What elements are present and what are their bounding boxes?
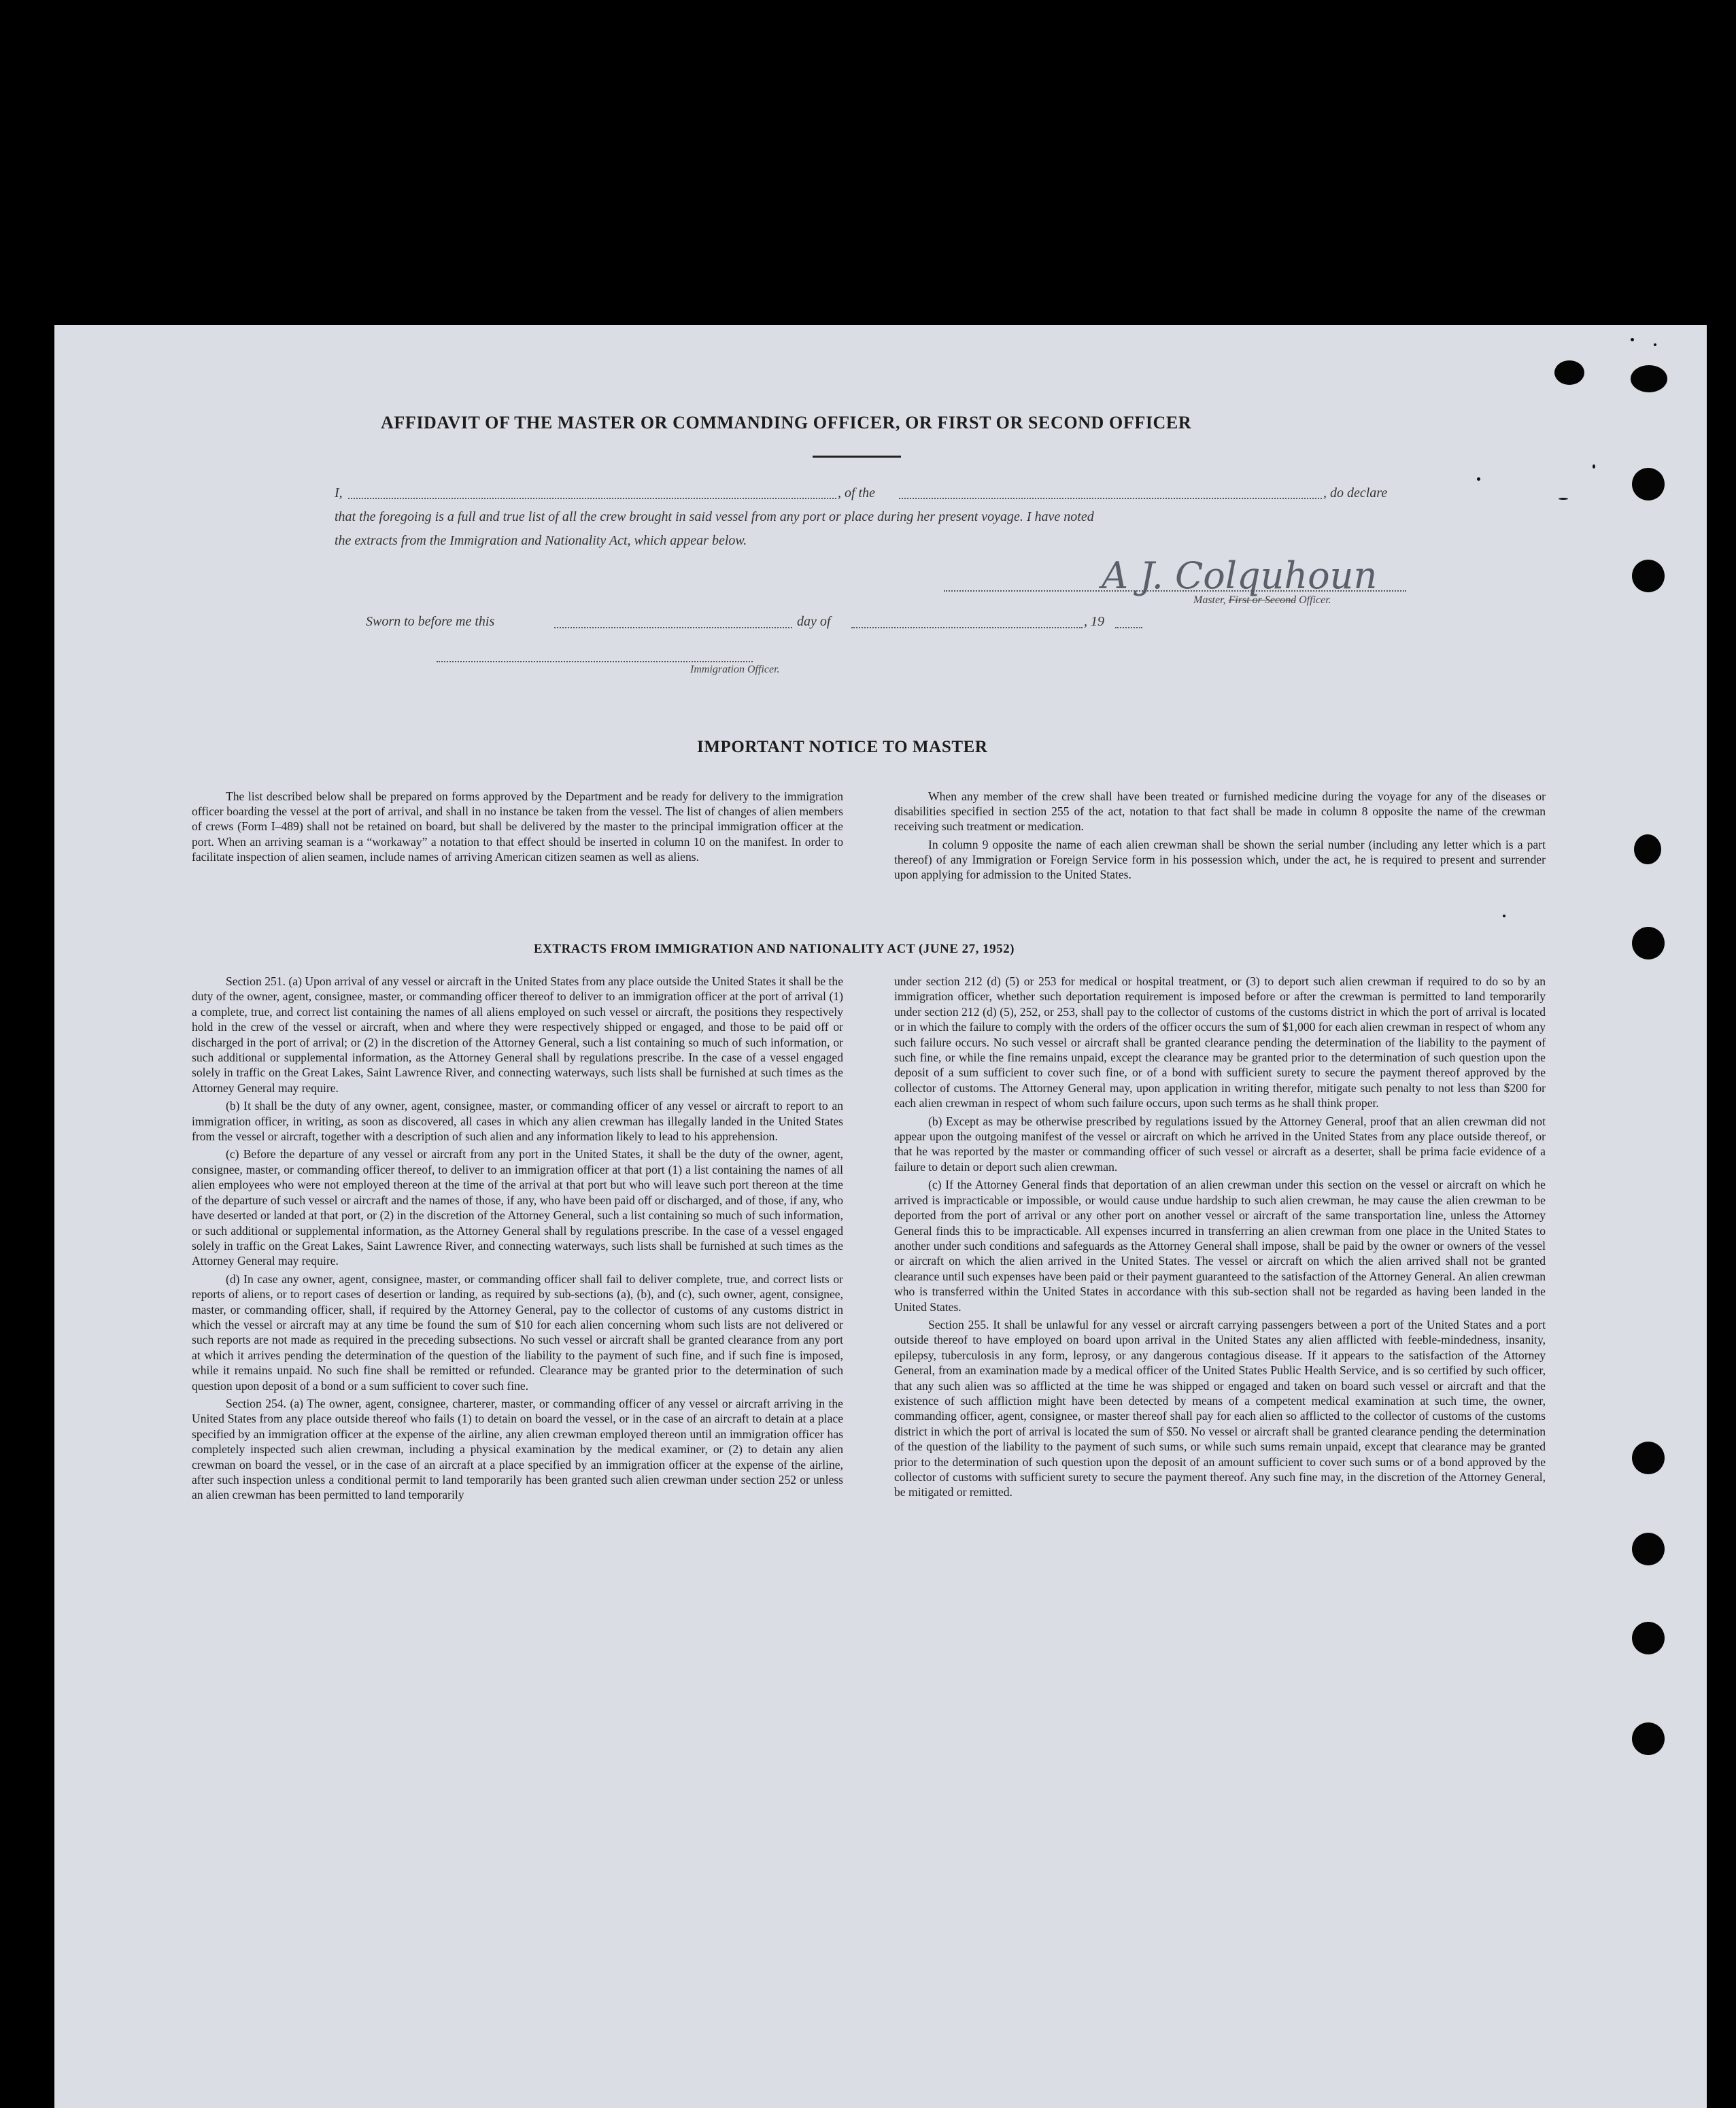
name-blank-line[interactable] [348, 498, 836, 499]
section-paragraph: (c) If the Attorney General finds that deportation of an alien crewman under this section on the vessel or aircraft on which he arrived is impracticable or impossible, or would cause undue hardship to such alien crewman, he may cause the alien crewman to be deported from the port of arrival or any other port on another vessel or aircraft of the same transportation line, unless the Attorney General finds this to be impracticable. All expenses incurred in transferring an alien crewman from one place in the United States to another under such conditions and safeguards as the Attorney General shall impose, shall be paid by the owner or owners of the vessel or aircraft on which the alien arrived in the United States. The vessel or aircraft on which the alien arrived shall not be granted clearance until such expenses have been paid or their payment guaranteed to the satisfaction of the Attorney General. An alien crewman who is transferred within the United States in accordance with this sub-section shall not be regarded as having been landed in the United States. [894, 1178, 1546, 1314]
vessel-blank-line[interactable] [899, 498, 1322, 499]
master-signature: A J. Colquhoun [1102, 554, 1378, 597]
section-paragraph: Section 254. (a) The owner, agent, consignee, charterer, master, or commanding officer of any vessel or aircraft arriving in the United States from any place outside thereof who fails (1) to detain on board the vessel, or in the case of an aircraft to detain at a place specified by an immigration officer at the expense of the airline, any alien crewman employed thereon until an immigration officer has completely inspected such alien crewman, including a physical examination by the medical examiner, or (2) to detain any alien crewman on board the vessel, or in the case of an aircraft at a place specified by an immigration officer at the expense of the airline, after such inspection unless a conditional permit to land temporarily has been granted such alien crewman under section 252 or unless an alien crewman has been permitted to land temporarily [192, 1396, 843, 1502]
extracts-left-column [192, 974, 843, 1506]
sworn-label: Sworn to before me this [366, 614, 495, 629]
immigration-officer-caption: Immigration Officer. [690, 664, 780, 675]
signature-caption: Master, First or Second Officer. [1193, 594, 1331, 606]
notice-title: IMPORTANT NOTICE TO MASTER [697, 738, 988, 756]
punch-hole [1634, 834, 1661, 864]
punch-hole [1632, 1442, 1665, 1474]
scan-speck [1631, 338, 1634, 341]
signature-line[interactable] [944, 590, 1406, 592]
affidavit-statement-line: that the foregoing is a full and true list of all the crew brought in said vessel from any port or place during her present voyage. I have noted [335, 509, 1094, 524]
notice-paragraph: The list described below shall be prepared on forms approved by the Department and be ready for delivery to the immigration officer boarding the vessel at the port of arrival, and shall in no instance be taken from the vessel. The list of changes of alien members of crews (Form I–489) shall not be retained on board, but shall be delivered by the master to the principal immigration officer at the port. When an arriving seaman is a “workaway” a notation to that effect should be inserted in column 10 on the manifest. In order to facilitate inspection of alien seamen, include names of arriving American citizen seamen as well as aliens. [192, 789, 843, 864]
section-paragraph: Section 251. (a) Upon arrival of any vessel or aircraft in the United States from any place outside the United States it shall be the duty of the owner, agent, consignee, master, or commanding officer thereof to deliver to an immigration officer at the port of arrival (1) a complete, true, and correct list containing the names of all aliens employed on such vessel or aircraft, the positions they respectively hold in the crew of the vessel or aircraft, when and where they were respectively shipped or engaged, and those to be paid off or discharged in the port of arrival; or (2) in the discretion of the Attorney General, such a list containing so much of such information, or such additional or supplemental information, as the Attorney General shall by regulations prescribe. In the case of a vessel engaged solely in traffic on the Great Lakes, Saint Lawrence River, and connecting waterways, such lists shall be furnished at such times as the Attorney General may require. [192, 974, 843, 1095]
punch-hole [1632, 1622, 1665, 1654]
section-paragraph: (c) Before the departure of any vessel or aircraft from any port in the United States, it shall be the duty of the owner, agent, consignee, master, or commanding officer thereof, to deliver to an immigration officer at that port (1) a list containing the names of all alien employees who were not employed thereon at the time of the arrival at that port but who will leave such port thereon at the time of the departure of such vessel or aircraft and the names of those, if any, who have been paid off or discharged, and of those, if any, who have deserted or landed at that port, or (2) in the discretion of the Attorney General, such a list containing so much of such information, or such additional or supplemental information, as the Attorney General shall by regulations prescribe. In the case of a vessel engaged solely in traffic on the Great Lakes, Saint Lawrence River, and connecting waterways, such lists shall be furnished at such times as the Attorney General may require. [192, 1147, 843, 1268]
section-paragraph: (d) In case any owner, agent, consignee, master, or commanding officer shall fail to deliver complete, true, and correct lists or reports of aliens, or to report cases of desertion or landing, as required by sub-sections (a), (b), and (c), such owner, agent, consignee, master, or commanding officer, shall, if required by the Attorney General, pay to the collector of customs of any customs district in which the vessel or aircraft may at any time be found the sum of $10 for each alien concerning whom such lists are not delivered or such reports are not made as required in the preceding subsections. No such vessel or aircraft shall be granted clearance from any port at which it arrives pending the determination of the question of the liability to the payment of such fine, and if such fine is imposed, while it remains unpaid. No such fine shall be remitted or refunded. Clearance may be granted prior to the determination of such question upon deposit of a bond or a sum sufficient to cover such fine. [192, 1272, 843, 1393]
affidavit-title: AFFIDAVIT OF THE MASTER OR COMMANDING OFFICER, OR FIRST OR SECOND OFFICER [381, 413, 1192, 432]
immigration-officer-line[interactable] [437, 661, 753, 662]
affidavit-of-the-label: , of the [838, 486, 875, 500]
year-label: , 19 [1084, 614, 1104, 629]
affidavit-extracts-line: the extracts from the Immigration and Nationality Act, which appear below. [335, 533, 747, 548]
scan-speck [1593, 464, 1595, 469]
punch-hole [1632, 468, 1665, 500]
notice-left-column [192, 789, 843, 867]
punch-hole [1554, 360, 1584, 385]
sworn-month-blank[interactable] [851, 627, 1083, 628]
day-of-label: day of [797, 614, 831, 629]
notice-paragraph: In column 9 opposite the name of each alien crewman shall be shown the serial number (including any letter which is a part thereof) of any Immigration or Foreign Service form in his possession which, under the act, he is required to present and surrender upon applying for admission to the United States. [894, 837, 1546, 882]
punch-hole [1632, 1722, 1665, 1755]
section-paragraph: (b) It shall be the duty of any owner, agent, consignee, master, or commanding officer of any vessel or aircraft to report to an immigration officer, in writing, as soon as discovered, all cases in which any alien crewman has illegally landed in the United States from the vessel or aircraft, together with a description of such alien and any information likely to lead to his apprehension. [192, 1099, 843, 1144]
punch-hole [1632, 560, 1665, 592]
section-paragraph: Section 255. It shall be unlawful for any vessel or aircraft carrying passengers between a port of the United States and a port outside thereof to have employed on board upon arrival in the United States any alien afflicted with feeble-mindedness, insanity, epilepsy, tuberculosis in any form, leprosy, or any dangerous contagious disease. If it appears to the satisfaction of the Attorney General, from an examination made by a medical officer of the United States Public Health Service, and is so certified by such officer, that any such alien was so afflicted at the time he was shipped or engaged and taken on board such vessel or aircraft and that the existence of such affliction might have been detected by means of a competent medical examination at such time, the owner, commanding officer, agent, consignee, or master thereof shall pay for each alien so afflicted to the collector of customs of the customs district in which the port of arrival is located the sum of $50. No vessel or aircraft shall be granted clearance pending the determination of the question of the liability to the payment of such sums, or while such sums remain unpaid, except that clearance may be granted prior to the determination of such question upon the deposit of an amount sufficient to cover such sums or of a bond approved by the collector of customs with sufficient surety to secure the payment thereof. Any such fine may, in the discretion of the Attorney General, be mitigated or remitted. [894, 1317, 1546, 1499]
section-paragraph: (b) Except as may be otherwise prescribed by regulations issued by the Attorney General, proof that an alien crewman did not appear upon the outgoing manifest of the vessel or aircraft on which he arrived in the United States from any place outside thereof, or that he was reported by the master or commanding officer of such vessel or aircraft as a deserter, shall be prima facie evidence of a failure to detain or deport such alien crewman. [894, 1114, 1546, 1174]
sworn-year-blank[interactable] [1115, 627, 1142, 628]
punch-hole [1632, 927, 1665, 959]
sworn-day-blank[interactable] [554, 627, 792, 628]
punch-hole [1632, 1533, 1665, 1565]
punch-hole [1631, 365, 1667, 392]
scan-speck [1477, 477, 1480, 481]
affidavit-i-label: I, [335, 486, 343, 500]
section-paragraph: under section 212 (d) (5) or 253 for medical or hospital treatment, or (3) to deport such alien crewman if required to do so by an immigration officer, whether such deportation requirement is imposed before or after the crewman is permitted to land temporarily under section 212 (d) (5), 252, or 253, shall pay to the collector of customs of the customs district in which the port of arrival is located or in which the failure to comply with the orders of the officer occurs the sum of $1,000 for each alien crewman in respect of whom any such failure occurs. No such vessel or aircraft shall be granted clearance pending the determination of the liability to the payment of such fine, or while the fine remains unpaid, except the clearance may be granted prior to the determination of such question upon the deposit of a sum sufficient to cover such fine, or of a bond with sufficient surety to secure the payment thereof approved by the collector of customs. The Attorney General may, upon application in writing therefor, mitigate such penalty to not less than $200 for each alien crewman in respect of whom such failure occurs, upon such terms as he shall think proper. [894, 974, 1546, 1110]
extracts-right-column [894, 974, 1546, 1503]
scan-speck [1503, 915, 1505, 917]
extracts-title: EXTRACTS FROM IMMIGRATION AND NATIONALITY ACT (JUNE 27, 1952) [534, 942, 1015, 956]
title-rule [813, 456, 901, 458]
notice-right-column [894, 789, 1546, 885]
scan-speck [1559, 498, 1568, 500]
affidavit-declare-label: , do declare [1323, 486, 1388, 500]
notice-paragraph: When any member of the crew shall have been treated or furnished medicine during the voyage for any of the diseases or disabilities specified in section 255 of the act, notation to that fact shall be made in column 8 opposite the name of the crewman receiving such treatment or medication. [894, 789, 1546, 834]
scan-speck [1654, 343, 1656, 346]
